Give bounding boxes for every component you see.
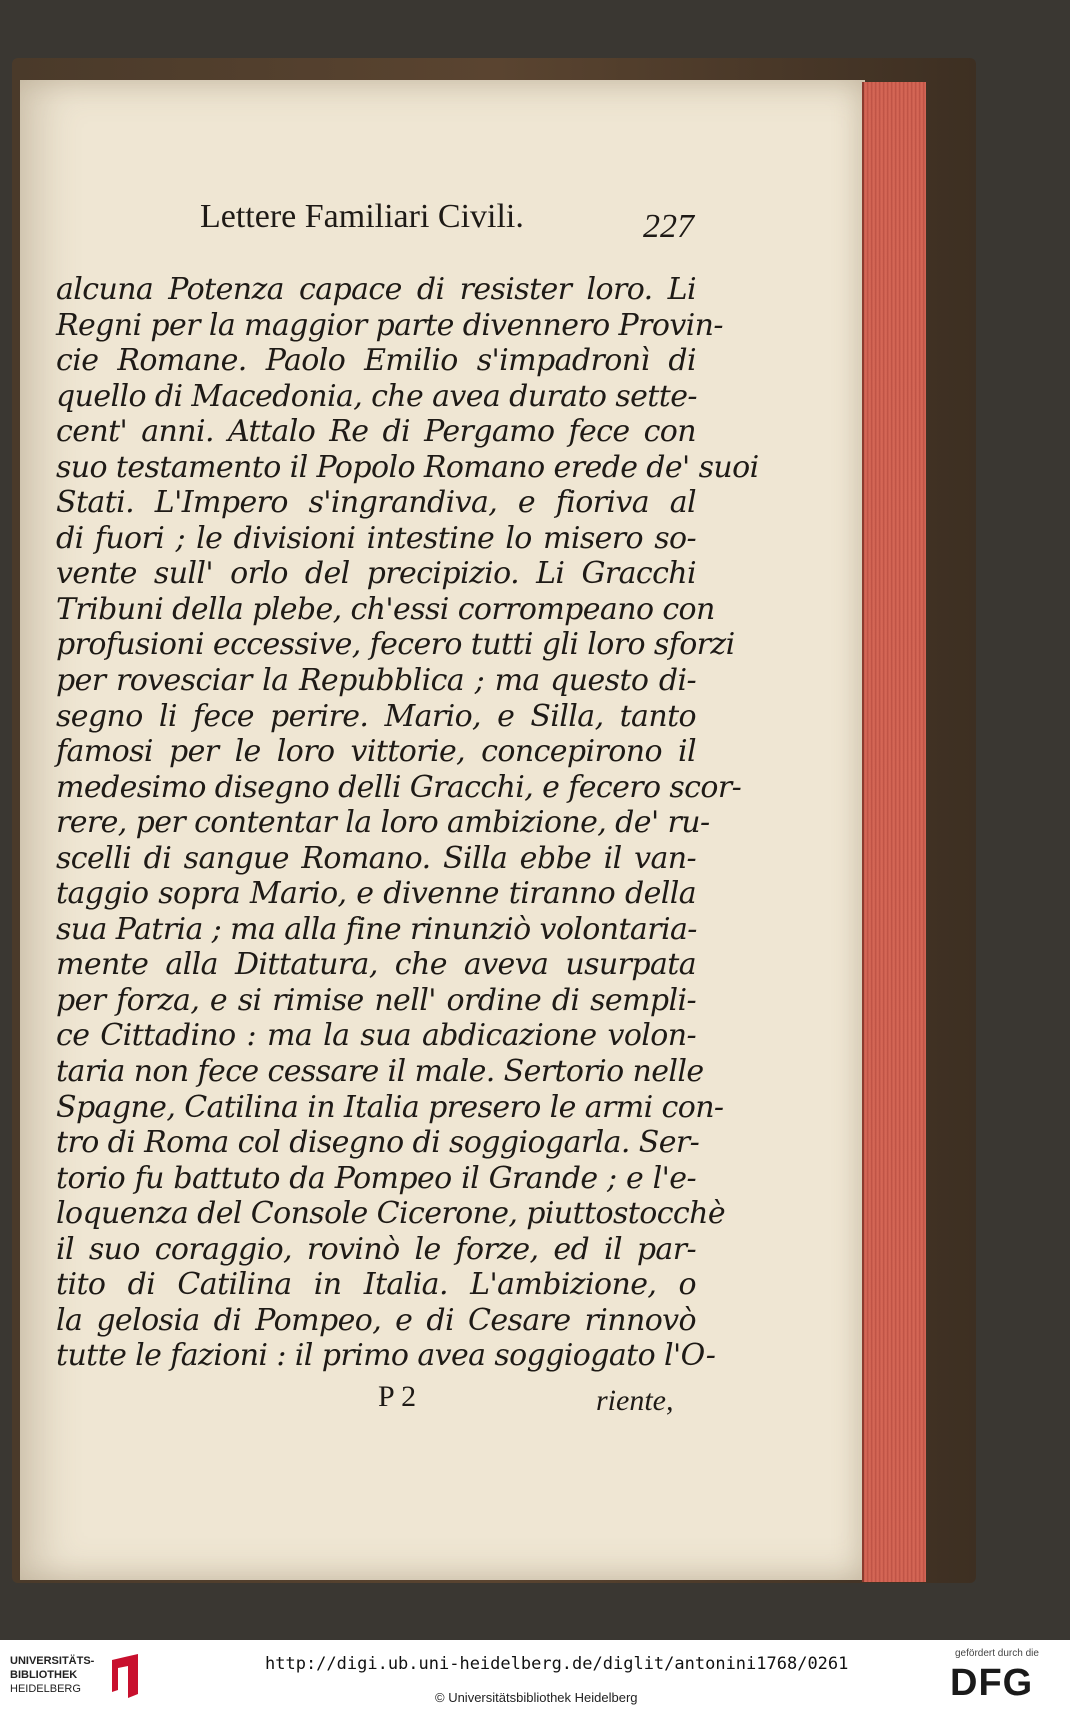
page-edges: [862, 82, 926, 1582]
page-number: 227: [643, 208, 694, 245]
text-line: profusioni eccessive, fecero tutti gli loro sforzi: [56, 627, 735, 663]
text-line: cie Romane. Paolo Emilio s'impadronì di: [56, 343, 696, 379]
copyright-text: © Universitätsbibliothek Heidelberg: [435, 1690, 638, 1705]
text-line: per rovesciar la Repubblica ; ma questo di-: [56, 663, 696, 699]
text-line: torio fu battuto da Pompeo il Grande ; e l'e-: [56, 1160, 696, 1196]
text-line: ce Cittadino : ma la sua abdicazione volon-: [56, 1018, 696, 1054]
text-line: quello di Macedonia, che avea durato sette-: [56, 378, 697, 414]
text-line: cent' anni. Attalo Re di Pergamo fece con: [56, 414, 696, 450]
text-line: tito di Catilina in Italia. L'ambizione, o: [56, 1267, 696, 1303]
text-line: medesimo disegno delli Gracchi, e fecero scor-: [56, 769, 742, 805]
text-line: la gelosia di Pompeo, e di Cesare rinnovò: [56, 1302, 696, 1338]
dfg-logo[interactable]: DFG: [950, 1662, 1034, 1704]
running-head: Lettere Familiari Civili.: [200, 198, 524, 235]
text-line: Spagne, Catilina in Italia presero le armi con-: [56, 1089, 724, 1125]
funded-by-text: gefördert durch die: [955, 1648, 1039, 1659]
signature-mark: P 2: [378, 1380, 417, 1413]
library-name-line1: UNIVERSITÄTS-: [10, 1655, 95, 1667]
text-line: il suo coraggio, rovinò le forze, ed il par-: [56, 1231, 696, 1267]
text-line: taria non fece cessare il male. Sertorio nelle: [56, 1054, 704, 1090]
text-line: loquenza del Console Cicerone, piuttostocchè: [56, 1196, 725, 1232]
footer-bar: [0, 1640, 1070, 1718]
text-line: tro di Roma col disegno di soggiogarla. Ser-: [56, 1125, 700, 1161]
text-line: di fuori ; le divisioni intestine lo misero so-: [56, 520, 696, 556]
text-line: suo testamento il Popolo Romano erede de' suoi: [56, 449, 759, 485]
catchword: riente,: [596, 1384, 674, 1417]
text-line: sua Patria ; ma alla fine rinunziò volontaria-: [56, 911, 697, 947]
library-name-line3: HEIDELBERG: [10, 1683, 81, 1695]
text-line: vente sull' orlo del precipizio. Li Gracchi: [56, 556, 696, 592]
text-line: Stati. L'Impero s'ingrandiva, e fioriva al: [56, 485, 696, 521]
text-line: Regni per la maggior parte divennero Provin-: [56, 307, 723, 343]
text-line: tutte le fazioni : il primo avea soggiogato l'O-: [56, 1338, 716, 1374]
text-line: rere, per contentar la loro ambizione, de' ru-: [56, 805, 710, 841]
library-name-line2: BIBLIOTHEK: [10, 1669, 78, 1681]
text-line: Tribuni della plebe, ch'essi corrompeano con: [56, 591, 715, 627]
text-line: per forza, e si rimise nell' ordine di sempli-: [56, 982, 696, 1018]
text-line: famosi per le loro vittorie, concepirono il: [56, 734, 696, 770]
permalink-url[interactable]: http://digi.ub.uni-heidelberg.de/diglit/antonini1768/0261: [265, 1654, 849, 1674]
body-text: [56, 272, 759, 1374]
text-line: scelli di sangue Romano. Silla ebbe il van-: [56, 840, 696, 876]
text-line: alcuna Potenza capace di resister loro. Li: [56, 272, 696, 307]
library-emblem-icon: [108, 1650, 146, 1702]
text-line: segno li fece perire. Mario, e Silla, tanto: [56, 698, 696, 734]
text-line: mente alla Dittatura, che aveva usurpata: [56, 947, 696, 983]
text-line: taggio sopra Mario, e divenne tiranno della: [56, 876, 696, 912]
